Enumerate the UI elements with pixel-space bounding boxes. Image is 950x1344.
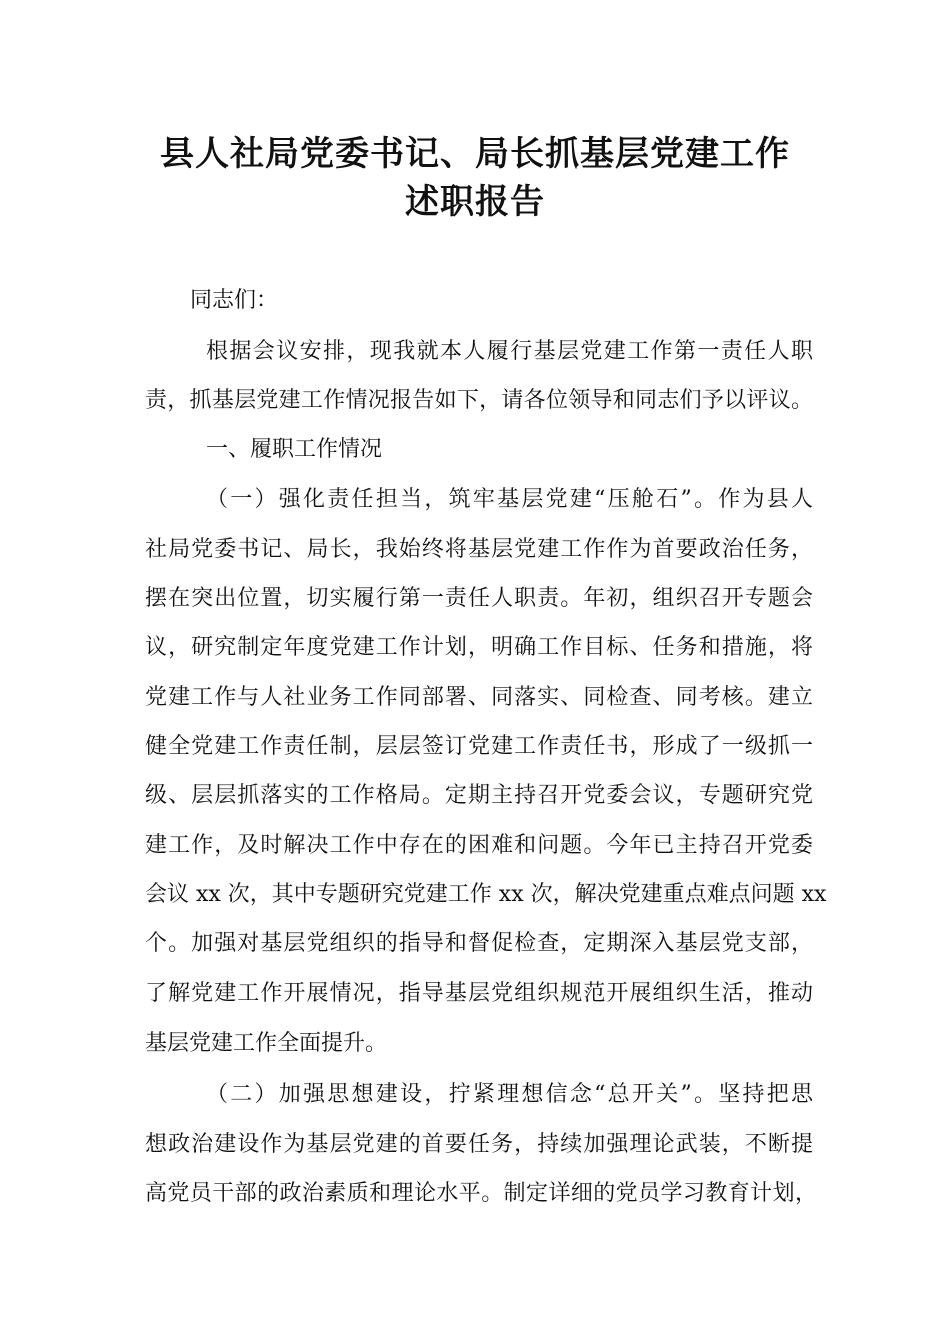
- section-heading: 一、履职工作情况: [206, 437, 383, 462]
- salutation: 同志们：: [190, 288, 279, 313]
- paragraph-line: （一）强化责任担当，筑牢基层党建“压舱石”。作为县人: [206, 487, 813, 512]
- document-title-line-1: 县人社局党委书记、局长抓基层党建工作: [160, 134, 790, 174]
- paragraph-line: 了解党建工作开展情况，指导基层党组织规范开展组织生活，推动: [145, 981, 813, 1006]
- paragraph-line: 摆在突出位置，切实履行第一责任人职责。年初，组织召开专题会: [145, 586, 813, 611]
- paragraph-line: 建工作，及时解决工作中存在的困难和问题。今年已主持召开党委: [145, 833, 813, 858]
- paragraph-line: 党建工作与人社业务工作同部署、同落实、同检查、同考核。建立: [145, 685, 813, 710]
- paragraph-line: 议，研究制定年度党建工作计划，明确工作目标、任务和措施，将: [145, 635, 813, 660]
- paragraph-line: 健全党建工作责任制，层层签订党建工作责任书，形成了一级抓一: [145, 734, 813, 759]
- document-title-line-2: 述职报告: [405, 182, 545, 222]
- paragraph-line: 根据会议安排，现我就本人履行基层党建工作第一责任人职: [206, 339, 813, 364]
- paragraph-line: 个。加强对基层党组织的指导和督促检查，定期深入基层党支部，: [145, 931, 813, 956]
- paragraph-line: （二）加强思想建设，拧紧理想信念“总开关”。坚持把思: [206, 1082, 813, 1107]
- paragraph-line: 级、层层抓落实的工作格局。定期主持召开党委会议，专题研究党: [145, 783, 813, 808]
- paragraph-line: 会议 xx 次，其中专题研究党建工作 xx 次，解决党建重点难点问题 xx: [145, 882, 827, 907]
- paragraph-line: 想政治建设作为基层党建的首要任务，持续加强理论武装，不断提: [145, 1132, 813, 1157]
- paragraph-line: 责，抓基层党建工作情况报告如下，请各位领导和同志们予以评议。: [145, 388, 813, 413]
- paragraph-line: 高党员干部的政治素质和理论水平。制定详细的党员学习教育计划，: [145, 1181, 817, 1206]
- paragraph-line: 基层党建工作全面提升。: [145, 1031, 388, 1056]
- paragraph-line: 社局党委书记、局长，我始终将基层党建工作作为首要政治任务，: [145, 537, 813, 562]
